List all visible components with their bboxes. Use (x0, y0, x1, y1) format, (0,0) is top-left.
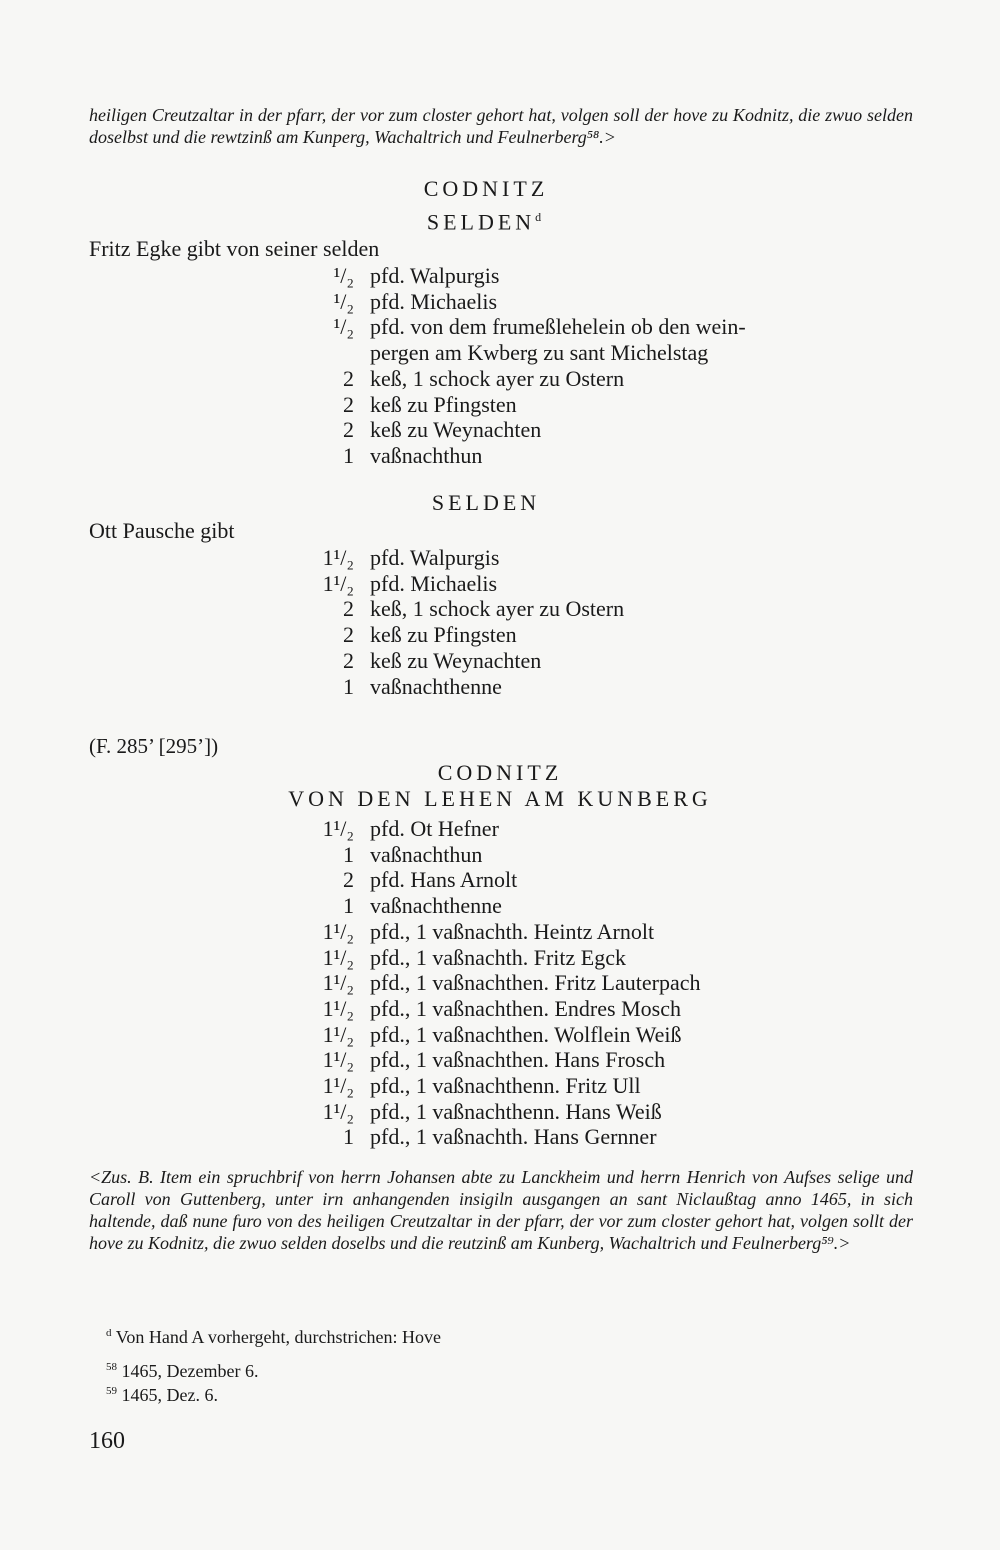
folio-mark: (F. 285’ [295’]) (89, 734, 219, 758)
entry-text: pfd. Michaelis (370, 570, 498, 596)
entry-text: pfd., 1 vaßnachthen. Fritz Lauterpach (370, 970, 701, 996)
entry-row (310, 842, 920, 868)
heading-lehen-kunberg: VON DEN LEHEN AM KUNBERG (288, 786, 712, 811)
entry-text: pfd., 1 vaßnachthenn. Fritz Ull (370, 1073, 641, 1099)
entry-quantity: 2 (343, 596, 354, 622)
entry-row (310, 622, 920, 648)
entry-row (310, 1022, 920, 1048)
entry-quantity: 1¹/₂ (322, 1073, 354, 1099)
entry-quantity: 1 (343, 1124, 354, 1150)
entry-text: pergen am Kwberg zu sant Michelstag (370, 340, 709, 366)
entry-row (310, 545, 920, 571)
heading-selden-2: SELDEN (431, 490, 541, 515)
entry-row (310, 1099, 920, 1125)
entry-text: keß zu Pfingsten (370, 391, 517, 417)
entry-quantity: 1¹/₂ (322, 970, 354, 996)
footnote-mark-d: d (535, 210, 546, 224)
entry-quantity: 1 (343, 893, 354, 919)
entry-quantity: 2 (343, 647, 354, 673)
entry-row (310, 1073, 920, 1099)
entry-row (310, 996, 920, 1022)
entry-row (310, 1124, 920, 1150)
entry-quantity: 2 (343, 365, 354, 391)
heading-codnitz-2: CODNITZ (437, 760, 563, 785)
entry-text: pfd., 1 vaßnachth. Hans Gernner (370, 1124, 657, 1150)
footnote-d-mark: d (106, 1327, 112, 1339)
giver-fritz-egke: Fritz Egke gibt von seiner selden (89, 236, 380, 261)
footnote-58 (106, 1356, 258, 1382)
entry-text: pfd. Ot Hefner (370, 816, 499, 841)
entry-quantity (310, 340, 370, 366)
entry-quantity: ¹/₂ (333, 314, 354, 340)
entry-quantity: 1¹/₂ (322, 1098, 354, 1124)
entry-quantity: 2 (343, 622, 354, 648)
heading-selden (0, 204, 986, 235)
entry-text: keß, 1 schock ayer zu Ostern (370, 596, 625, 622)
entry-row (310, 392, 920, 418)
entry-row (310, 674, 920, 700)
page-number: 160 (89, 1428, 125, 1454)
entry-row (310, 970, 920, 996)
entry-quantity: 1¹/₂ (322, 816, 354, 841)
entry-row (310, 417, 920, 443)
entry-row (310, 867, 920, 893)
entry-quantity: 2 (343, 391, 354, 417)
entries-section3 (310, 816, 920, 1150)
entry-row (310, 340, 920, 366)
entry-text: vaßnachthenne (370, 673, 502, 699)
entry-row (310, 816, 920, 842)
entry-text: pfd., 1 vaßnachthen. Endres Mosch (370, 995, 681, 1021)
entry-row (310, 893, 920, 919)
footnote-d (106, 1322, 441, 1348)
entry-text: pfd. Michaelis (370, 288, 498, 314)
entry-text: keß zu Weynachten (370, 647, 542, 673)
entry-text: vaßnachthun (370, 841, 483, 867)
footnote-59-text: 1465, Dez. 6. (121, 1385, 218, 1405)
entry-row (310, 596, 920, 622)
entry-quantity: 2 (343, 417, 354, 443)
entry-quantity: ¹/₂ (333, 288, 354, 314)
entry-quantity: 1¹/₂ (322, 570, 354, 596)
entry-quantity: 1¹/₂ (322, 1047, 354, 1073)
entries-section2 (310, 545, 920, 699)
entry-text: pfd. Walpurgis (370, 545, 500, 570)
entry-text: pfd., 1 vaßnachthen. Hans Frosch (370, 1047, 666, 1073)
heading-codnitz: CODNITZ (423, 176, 549, 201)
footnote-d-text: Von Hand A vorhergeht, durchstrichen: Hove (115, 1327, 441, 1347)
entry-quantity: ¹/₂ (333, 263, 354, 288)
entry-quantity: 1¹/₂ (322, 918, 354, 944)
entry-text: pfd., 1 vaßnachth. Fritz Egck (370, 944, 626, 970)
entry-quantity: 1¹/₂ (322, 1021, 354, 1047)
addition-paragraph: <Zus. B. Item ein spruchbrif von herrn Johansen abte zu Lanckheim und herrn Henrich von Aufses selige und Caroll von Guttenberg, unter irn anhangenden insigiln ausgangen an sant Niclaußtag anno 1465, in sich haltende, daß nune furo von des heiligen Creutzaltar in der pfarr, der vor zum closter gehort hat, volgen sollt der hove zu Kodnitz, die zwuo selden doselbs und die reutzinß am Kunberg, Wachaltrich und Feulnerberg⁵⁹.> (89, 1167, 913, 1253)
entry-quantity: 1 (343, 442, 354, 468)
entry-row (310, 945, 920, 971)
entry-row (310, 366, 920, 392)
entry-text: pfd., 1 vaßnachth. Heintz Arnolt (370, 918, 655, 944)
entry-text: vaßnachthun (370, 442, 483, 468)
entry-text: pfd. von dem frumeßlehelein ob den wein- (370, 314, 746, 340)
entry-text: pfd. Walpurgis (370, 263, 500, 288)
giver-ott-pausche: Ott Pausche gibt (89, 518, 235, 543)
entry-row (310, 571, 920, 597)
entry-row (310, 1047, 920, 1073)
footnote-58-mark: 58 (106, 1361, 117, 1373)
footnote-59-mark: 59 (106, 1385, 117, 1397)
entry-text: keß zu Pfingsten (370, 622, 517, 648)
entry-row (310, 919, 920, 945)
heading-selden-text: SELDEN (426, 209, 536, 235)
entry-quantity: 2 (343, 867, 354, 893)
entry-quantity: 1¹/₂ (322, 944, 354, 970)
entry-text: keß, 1 schock ayer zu Ostern (370, 365, 625, 391)
entry-row (310, 314, 920, 340)
entry-quantity: 1 (343, 841, 354, 867)
footnote-58-text: 1465, Dezember 6. (121, 1361, 259, 1381)
entry-text: pfd. Hans Arnolt (370, 867, 518, 893)
entry-text: pfd., 1 vaßnachthenn. Hans Weiß (370, 1098, 662, 1124)
entry-quantity: 1¹/₂ (322, 995, 354, 1021)
footnote-59 (106, 1380, 218, 1406)
entry-quantity: 1¹/₂ (322, 545, 354, 570)
entry-text: vaßnachthenne (370, 893, 502, 919)
entry-quantity: 1 (343, 673, 354, 699)
entry-text: keß zu Weynachten (370, 417, 542, 443)
entry-text: pfd., 1 vaßnachthen. Wolflein Weiß (370, 1021, 682, 1047)
entry-row (310, 289, 920, 315)
entries-section1 (310, 263, 920, 469)
entry-row (310, 648, 920, 674)
entry-row (310, 443, 920, 469)
entry-row (310, 263, 920, 289)
intro-paragraph: heiligen Creutzaltar in der pfarr, der vor zum closter gehort hat, volgen soll der hove zu Kodnitz, die zwuo selden doselbst und die rewtzinß am Kunperg, Wachaltrich und Feulnerberg⁵⁸.> (89, 105, 913, 147)
